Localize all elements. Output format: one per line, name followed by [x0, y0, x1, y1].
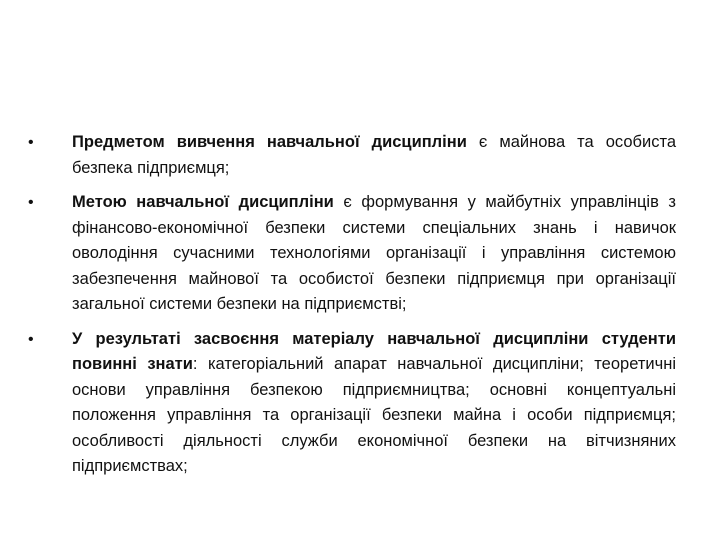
outcomes-text: : категоріальний апарат навчальної дисципліни; теоретичні основи управління безпекою підприємництва; основні концептуальні положення управління та організації безпеки майна і особи підприємця; особливості діяльності служби економічної безпеки на вітчизняних підприємствах;	[72, 355, 676, 475]
bullet-item-goal	[28, 190, 676, 318]
subject-text: є майнова та особиста безпека підприємця;	[72, 133, 677, 177]
bullet-list	[28, 130, 676, 489]
goal-heading: Метою навчальної дисципліни	[72, 193, 334, 211]
outcomes-heading: У результаті засвоєння матеріалу навчальної дисципліни студенти повинні знати	[72, 329, 676, 373]
subject-heading: Предметом вивчення навчальної дисципліни	[72, 133, 467, 151]
goal-text: є формування у майбутніх управлінців з фінансово-економічної безпеки системи спеціальних знань і навичок оволодіння сучасними технологіями організації і управління системою забезпечення майнової та особистої безпеки підприємця при організації загальної системи безпеки на підприємстві;	[72, 193, 676, 313]
bullet-icon: •	[28, 194, 34, 211]
bullet-icon: •	[28, 330, 34, 348]
bullet-item-outcomes	[28, 327, 676, 480]
bullet-icon: •	[28, 134, 34, 151]
bullet-item-subject	[28, 130, 676, 181]
